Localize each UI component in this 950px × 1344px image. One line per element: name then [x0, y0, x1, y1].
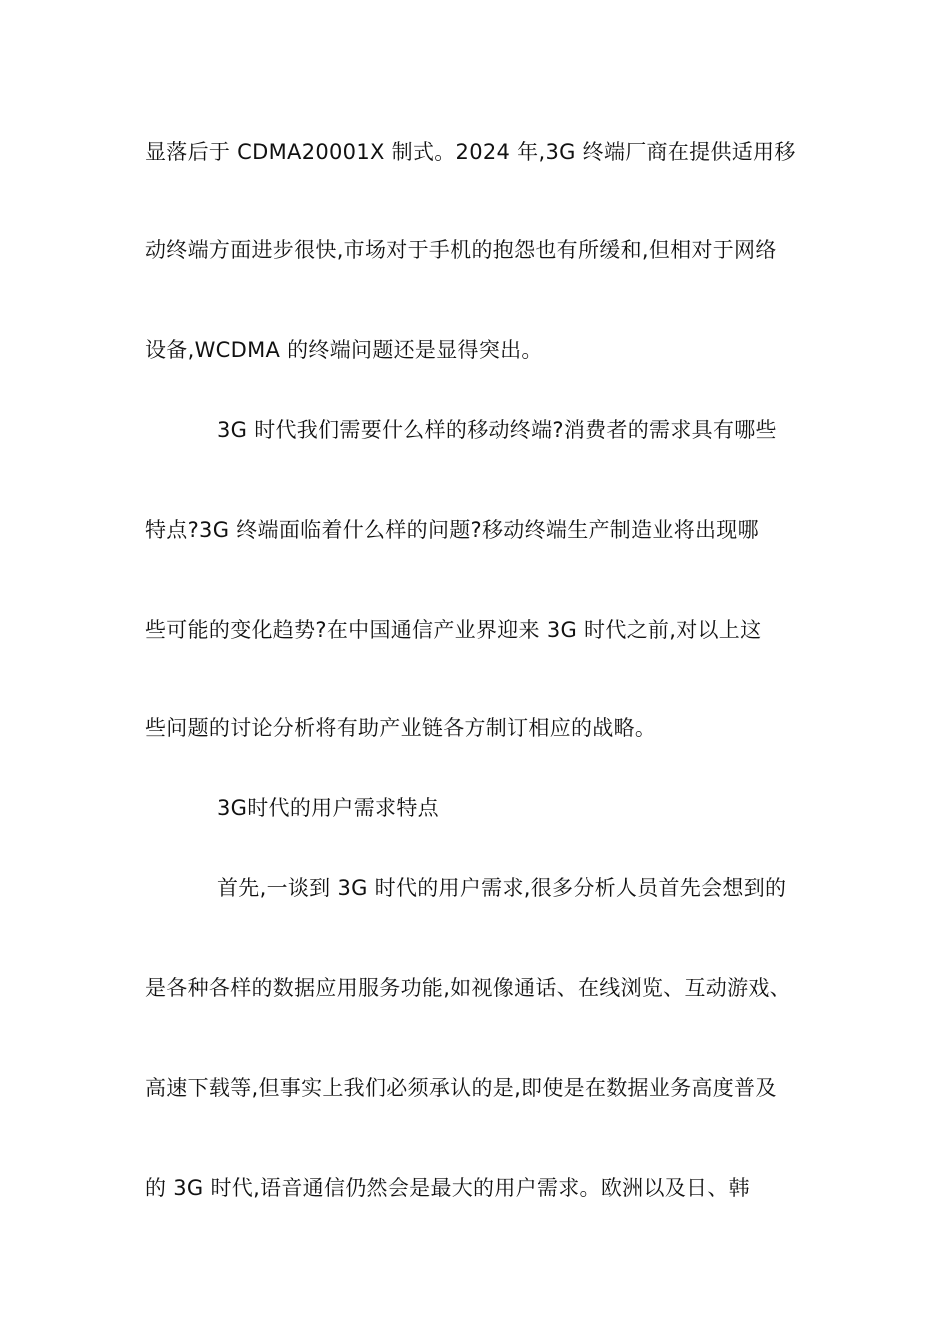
body-text-line: 些问题的讨论分析将有助产业链各方制订相应的战略。	[145, 716, 657, 740]
body-text-line: 设备,WCDMA 的终端问题还是显得突出。	[145, 338, 543, 362]
body-text-line: 是各种各样的数据应用服务功能,如视像通话、在线浏览、互动游戏、	[145, 976, 791, 1000]
body-text-line: 的 3G 时代,语音通信仍然会是最大的用户需求。欧洲以及日、韩	[145, 1176, 750, 1200]
body-text-line: 显落后于 CDMA20001X 制式。2024 年,3G 终端厂商在提供适用移	[145, 140, 796, 164]
body-text-line: 些可能的变化趋势?在中国通信产业界迎来 3G 时代之前,对以上这	[145, 618, 762, 642]
section-heading: 3G时代的用户需求特点	[217, 796, 439, 820]
body-text-line: 动终端方面进步很快,市场对于手机的抱怨也有所缓和,但相对于网络	[145, 238, 777, 262]
body-text-line: 高速下载等,但事实上我们必须承认的是,即使是在数据业务高度普及	[145, 1076, 777, 1100]
paragraph-first-line: 3G 时代我们需要什么样的移动终端?消费者的需求具有哪些	[217, 418, 777, 442]
body-text-line: 特点?3G 终端面临着什么样的问题?移动终端生产制造业将出现哪	[145, 518, 759, 542]
paragraph-first-line: 首先,一谈到 3G 时代的用户需求,很多分析人员首先会想到的	[217, 876, 787, 900]
